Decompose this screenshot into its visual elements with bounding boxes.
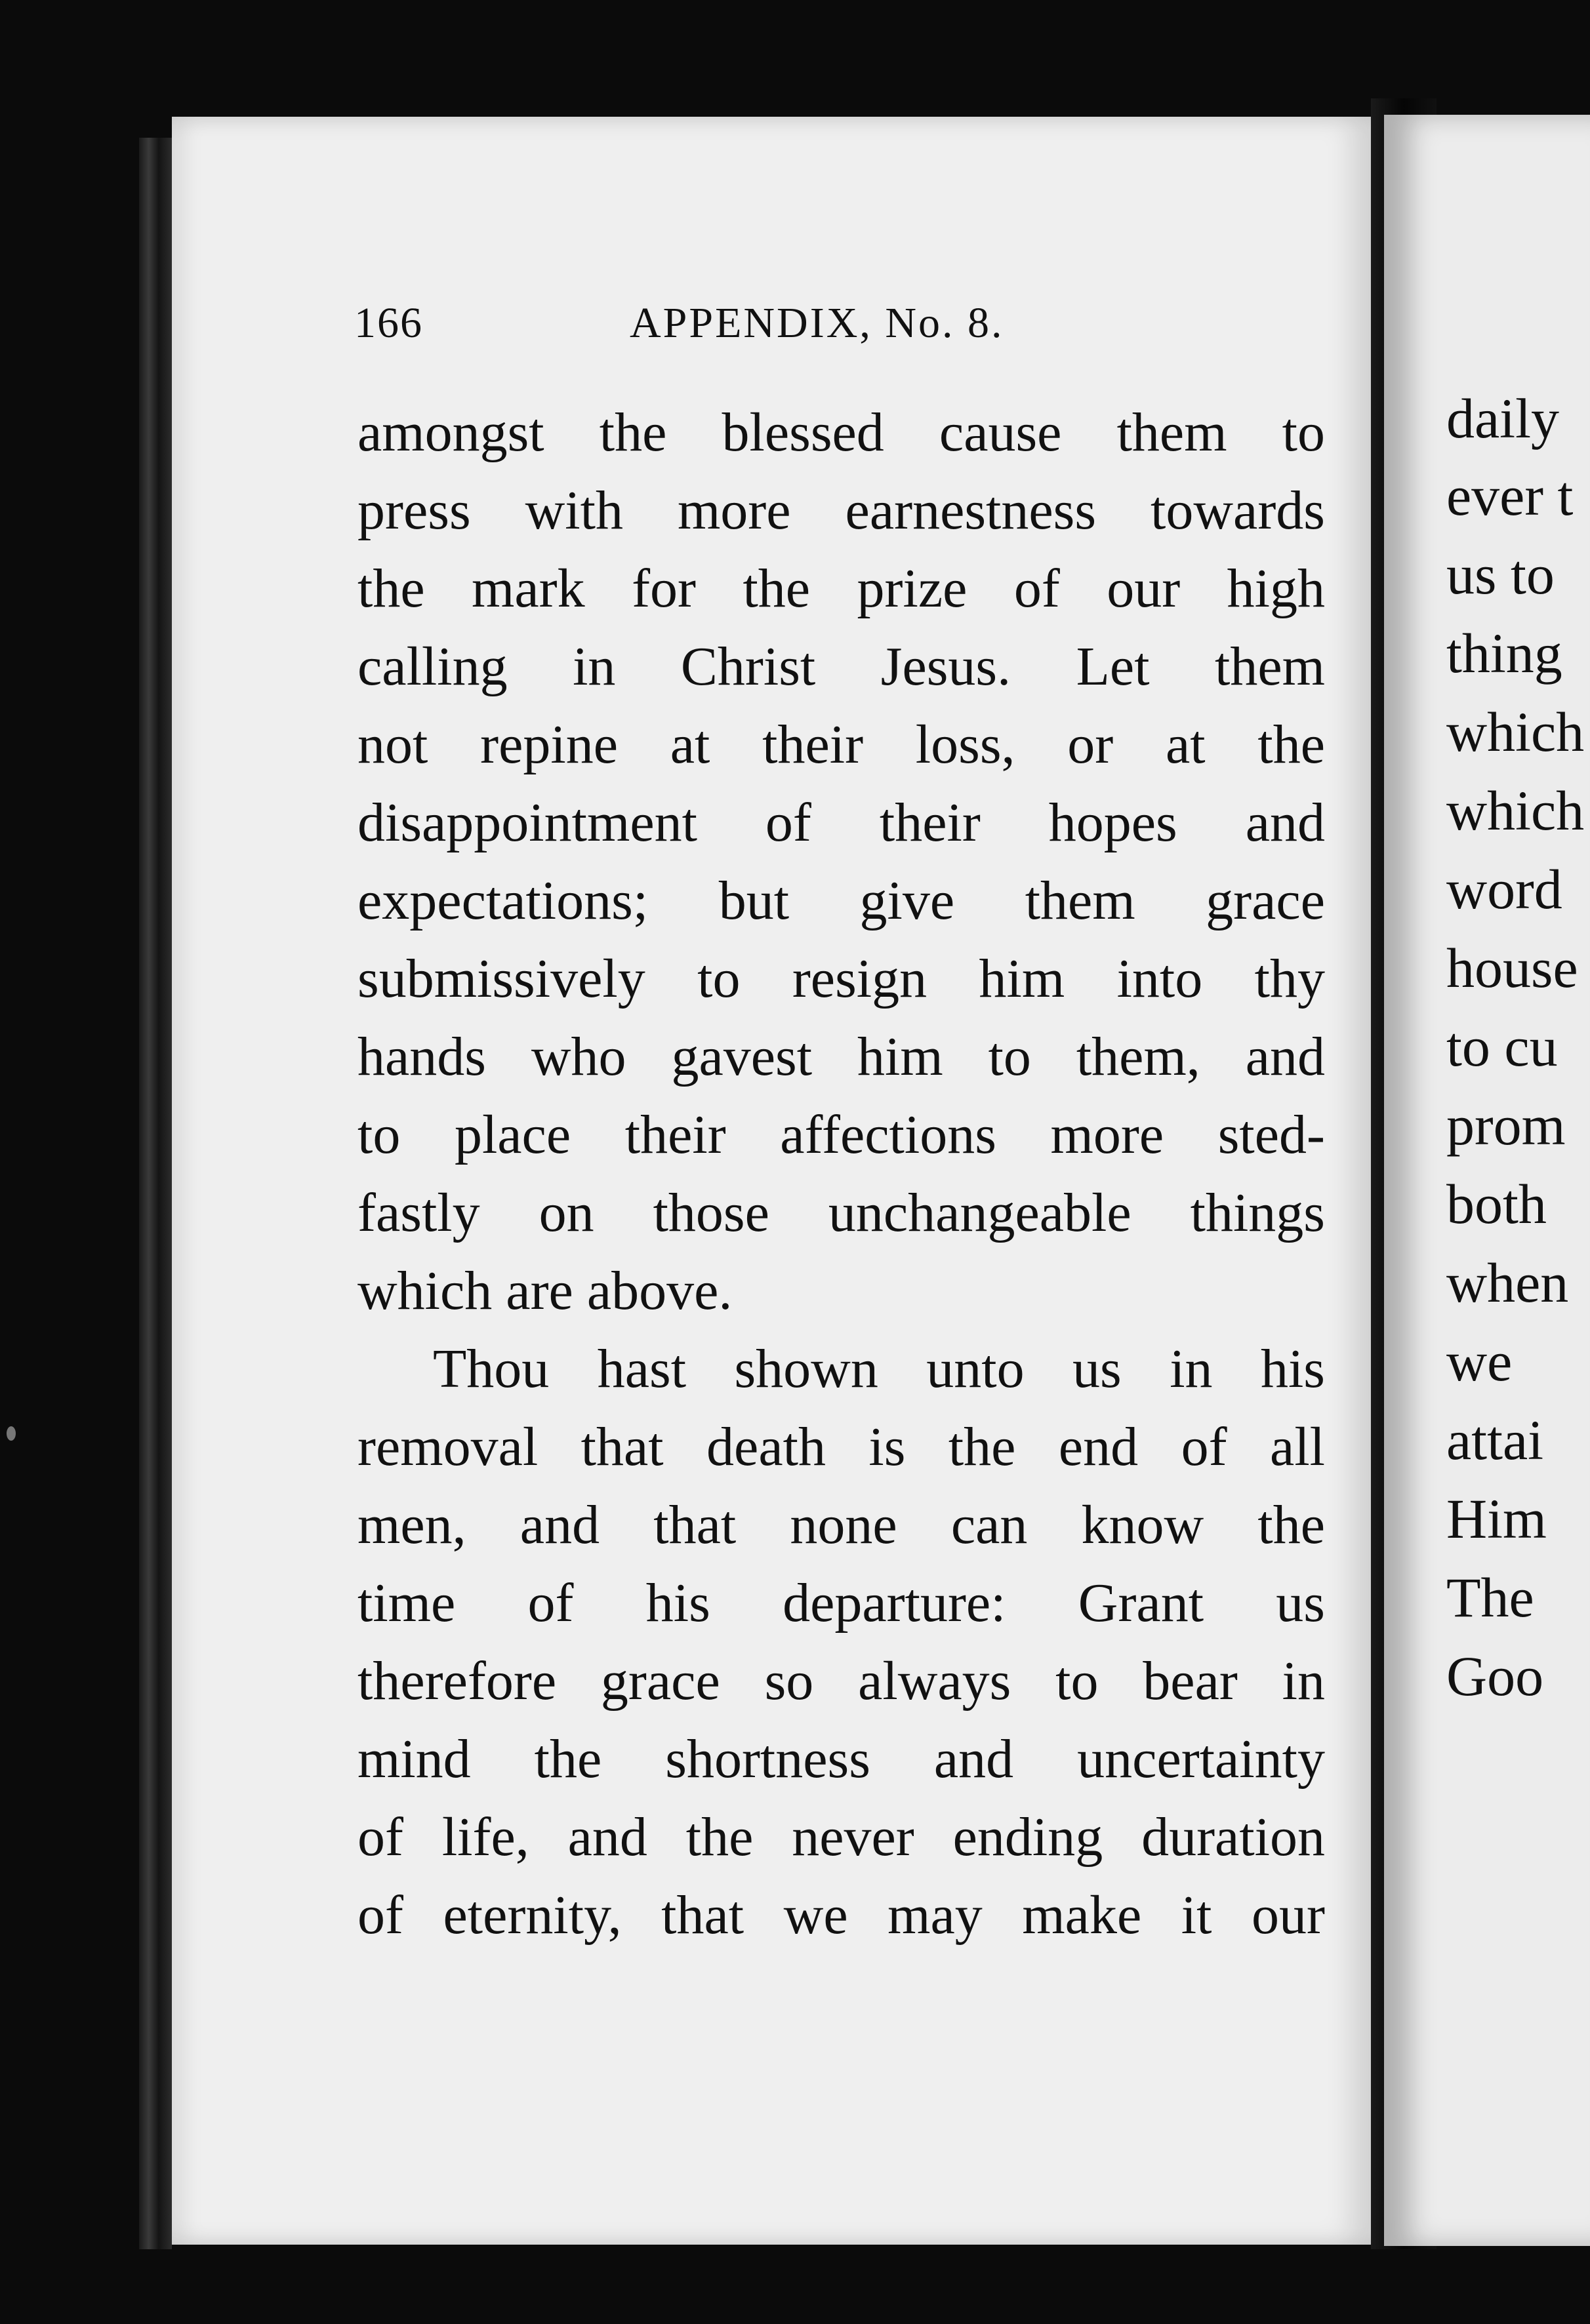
right-page-fragment: ever t (1446, 464, 1574, 527)
body-text (357, 393, 1325, 1954)
text-line: the mark for the prize of our high (357, 558, 1325, 619)
text-line: which are above. (357, 1260, 733, 1321)
text-line: fastly on those unchangeable things (357, 1182, 1325, 1243)
right-page-fragment: attai (1446, 1409, 1544, 1472)
right-page-fragment: daily (1446, 387, 1559, 450)
text-line: not repine at their loss, or at the (357, 714, 1325, 775)
right-page-fragment: house (1446, 936, 1578, 999)
right-page-fragment: to cu (1446, 1015, 1558, 1078)
text-line: to place their affections more sted- (357, 1104, 1325, 1165)
text-line: men, and that none can know the (357, 1494, 1325, 1555)
right-page-fragment: which (1446, 779, 1585, 842)
running-title: APPENDIX, No. 8. (630, 299, 1004, 347)
text-line: of eternity, that we may make it our (357, 1885, 1325, 1946)
right-page-fragment: when (1446, 1251, 1569, 1314)
right-page-fragment: The (1446, 1566, 1534, 1629)
right-page-fragment: us to (1446, 543, 1555, 606)
text-line: submissively to resign him into thy (357, 948, 1325, 1009)
text-line: press with more earnestness towards (357, 480, 1325, 541)
text-line: expectations; but give them grace (357, 870, 1325, 931)
page-number: 166 (354, 299, 423, 347)
scan-speck (7, 1426, 16, 1441)
right-page-fragment: thing (1446, 622, 1562, 685)
text-line: therefore grace so always to bear in (357, 1651, 1325, 1712)
right-page-fragment: prom (1446, 1094, 1566, 1157)
right-page-fragment: word (1446, 858, 1562, 921)
right-page-fragment: Goo (1446, 1645, 1544, 1708)
text-line: disappointment of their hopes and (357, 792, 1325, 853)
text-line: Thou hast shown unto us in his (433, 1338, 1325, 1399)
right-page-fragment: we (1446, 1330, 1513, 1393)
text-line: amongst the blessed cause them to (357, 402, 1325, 463)
text-line: calling in Christ Jesus. Let them (357, 636, 1325, 697)
right-page-fragment: which (1446, 700, 1585, 763)
text-line: hands who gavest him to them, and (357, 1026, 1325, 1087)
text-line: removal that death is the end of all (357, 1416, 1325, 1477)
text-line: of life, and the never ending duration (357, 1807, 1325, 1868)
right-page (1384, 115, 1590, 2246)
right-page-fragment: both (1446, 1172, 1547, 1235)
text-line: mind the shortness and uncertainty (357, 1729, 1325, 1790)
text-line: time of his departure: Grant us (357, 1573, 1325, 1633)
page-header (354, 298, 1325, 357)
right-page-fragment: Him (1446, 1487, 1547, 1550)
book-binding-edge (139, 138, 172, 2249)
